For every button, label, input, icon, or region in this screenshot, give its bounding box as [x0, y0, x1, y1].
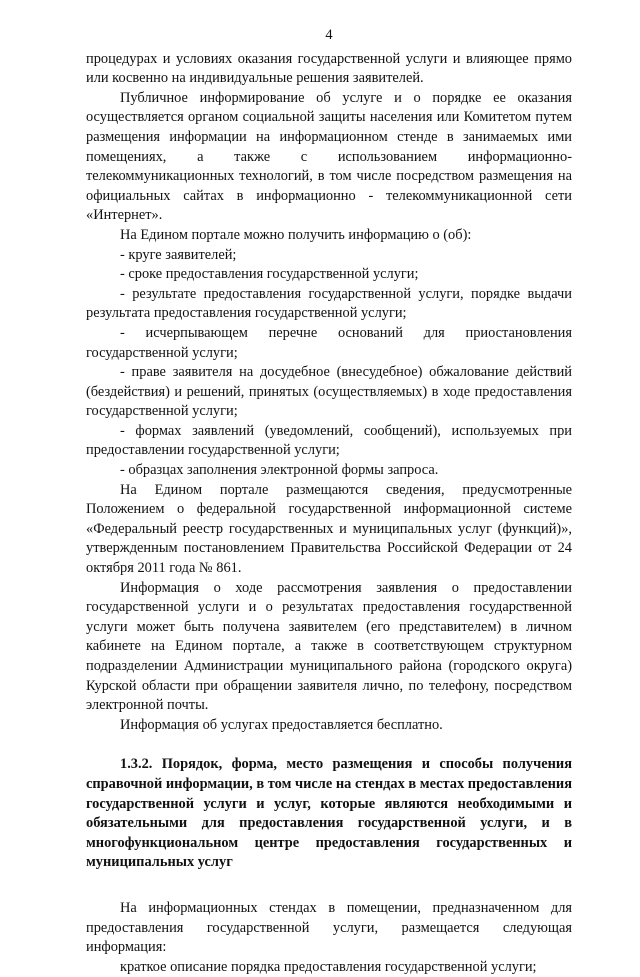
paragraph: Информация об услугах предоставляется бесплатно.	[120, 716, 443, 733]
document-page	[86, 26, 572, 977]
page-number: 4	[325, 27, 333, 43]
list-item: - исчерпывающем перечне оснований для приостановления государственной услуги;	[86, 324, 572, 361]
paragraph: На Едином портале можно получить информацию о (об):	[120, 226, 472, 243]
list-item: - сроке предоставления государственной услуги;	[120, 266, 419, 283]
list-item: - результате предоставления государственной услуги, порядке выдачи результата предоставления государственной услуги;	[86, 285, 572, 322]
paragraph: процедурах и условиях оказания государственной услуги и влияющее прямо или косвенно на индивидуальные решения заявителей.	[86, 50, 572, 87]
list-item: - праве заявителя на досудебное (внесудебное) обжалование действий (бездействия) и решений, принятых (осуществляемых) в ходе предоставления государственной услуги;	[86, 364, 572, 420]
paragraph: Публичное информирование об услуге и о порядке ее оказания осуществляется органом социальной защиты населения или Комитетом путем размещения информации на информационном стенде в занимаемых ими помещениях, а также с использованием информационно-телекоммуникационных технологий, в том числе посредством размещения на официальных сайтах в информационно - телекоммуникационной сети «Интернет».	[86, 89, 572, 224]
list-item: - образцах заполнения электронной формы запроса.	[120, 462, 439, 479]
list-item: - круге заявителей;	[120, 246, 237, 263]
paragraph: Информация о ходе рассмотрения заявления о предоставлении государственной услуги и о результатах предоставления государственной услуги может быть получена заявителем (его представителем) в личном кабинете на Едином портале, а также в соответствующем структурном подразделении Администрации муниципального района (городского округа) Курской области при обращении заявителя лично, по телефону, посредством электронной почты.	[86, 579, 572, 714]
paragraph: На Едином портале размещаются сведения, предусмотренные Положением о федеральной государственной информационной системе «Федеральный реестр государственных и муниципальных услуг (функций)», утвержденным постановлением Правительства Российской Федерации от 24 октября 2011 года № 861.	[86, 481, 572, 577]
section-heading: 1.3.2. Порядок, форма, место размещения и способы получения справочной информации, в том числе на стендах в местах предоставления государственной услуги и услуг, которые являются необходимыми и обязательными для предоставления государственной услуги, и в многофункциональном центре предоставления государственных и муниципальных услуг	[86, 756, 572, 871]
paragraph: На информационных стендах в помещении, предназначенном для предоставления государственной услуги, размещается следующая информация:	[86, 899, 572, 956]
list-item: - формах заявлений (уведомлений, сообщений), используемых при предоставлении государственной услуги;	[86, 422, 572, 459]
paragraph: краткое описание порядка предоставления государственной услуги;	[120, 958, 537, 975]
